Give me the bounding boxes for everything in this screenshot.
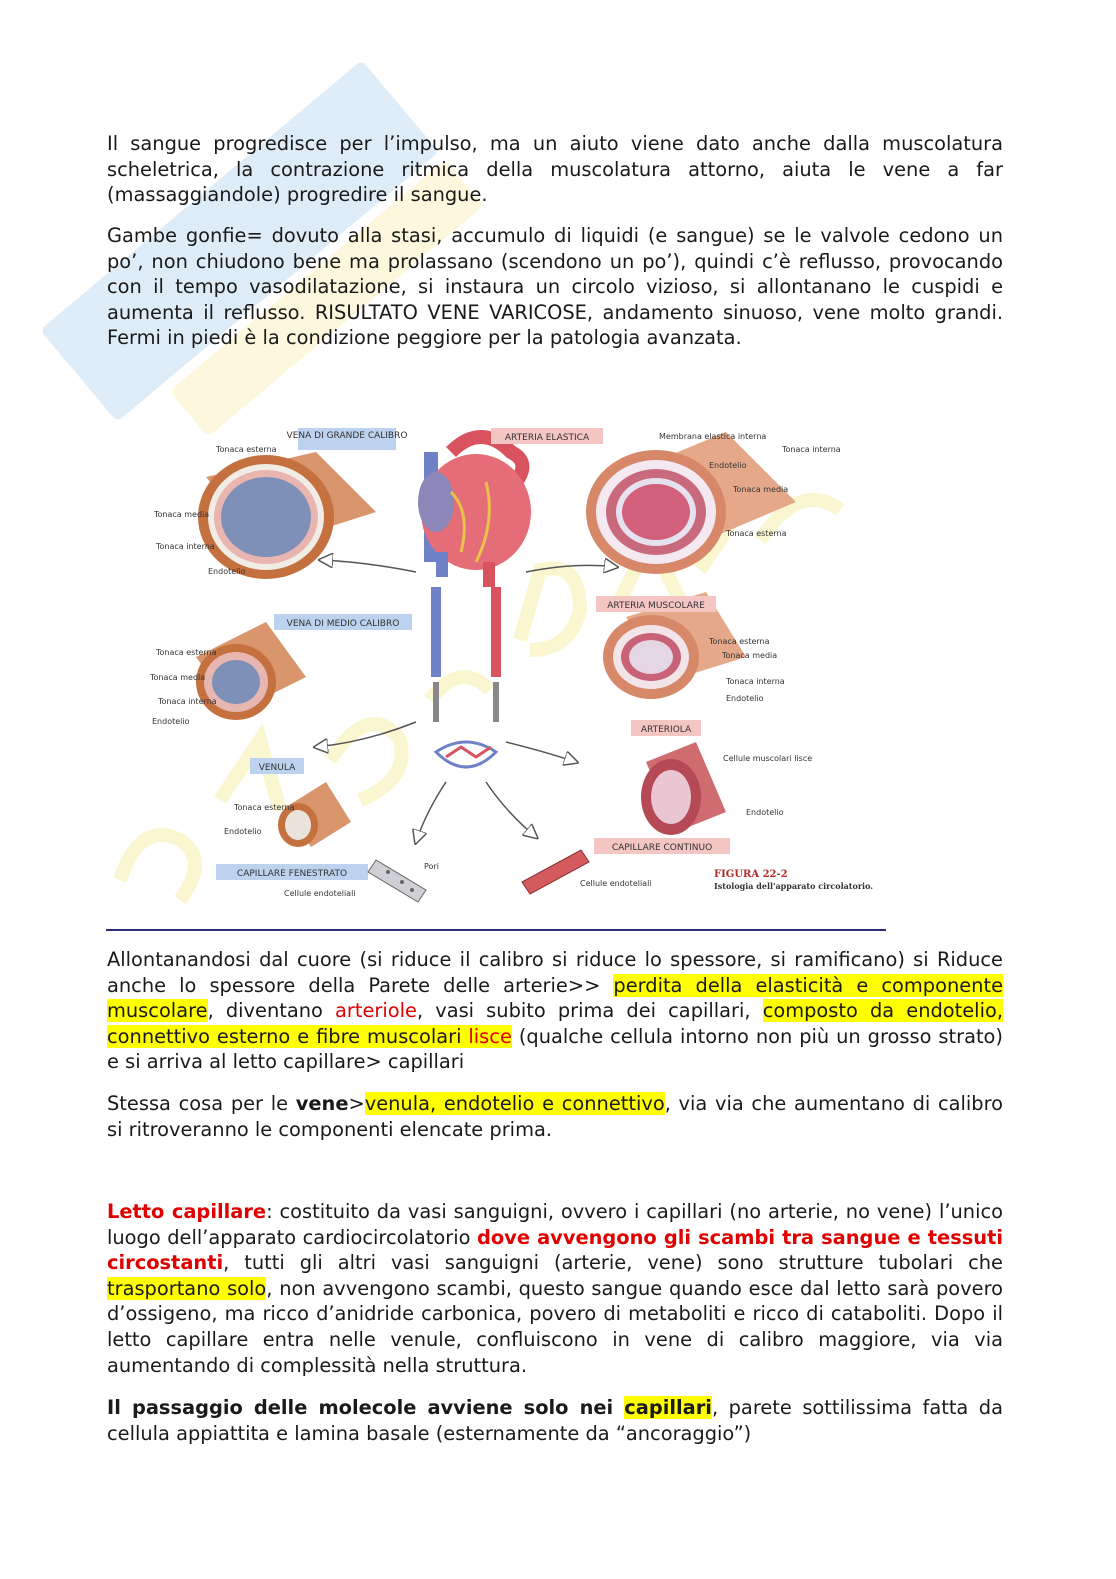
arrow-left-top [321, 560, 416, 572]
lbl-pori: Pori [424, 862, 439, 871]
divider-rule [106, 929, 886, 931]
arrow-arteriole [506, 742, 576, 762]
lbl-tonaca-esterna-1: Tonaca esterna [216, 445, 277, 454]
lbl-tonaca-interna-3: Tonaca interna [158, 697, 217, 706]
arrow-right-top [526, 565, 616, 572]
lbl-tonaca-esterna-3: Tonaca esterna [156, 648, 217, 657]
arteriole-illustration [641, 742, 726, 835]
large-vein-illustration [198, 452, 376, 579]
label-continuous-capillary: CAPILLARE CONTINUO [611, 843, 713, 853]
venule-illustration [278, 782, 351, 847]
lbl-endotelio-3: Endotelio [152, 717, 190, 726]
lbl-cellule-endoteliali-2: Cellule endoteliali [580, 879, 652, 888]
lbl-tonaca-media-4: Tonaca media [722, 651, 778, 660]
text: (qualche cellula intorno non più un grosso strato) e si arriva al letto capillare> capillari [107, 1024, 1003, 1074]
highlight-text: venula, endotelio e connettivo [364, 1092, 665, 1115]
lbl-endotelio-5: Endotelio [746, 808, 784, 817]
text: , via via che aumentano di calibro si ritroveranno le componenti elencate prima. [107, 1092, 1004, 1141]
text: Stessa cosa per le [107, 1092, 296, 1115]
lbl-tonaca-media-2: Tonaca media [733, 485, 789, 494]
label-arteriole: ARTERIOLA [640, 725, 692, 735]
bold-text: vene [295, 1092, 349, 1115]
label-venule: VENULA [258, 763, 296, 773]
text: Allontanandosi dal cuore (si riduce il calibro si riduce lo spessore, si ramificano) si Riduce anche lo spessore della Parete delle arterie>> [107, 948, 1003, 997]
central-vein [431, 587, 441, 677]
lbl-tonaca-media-1: Tonaca media [154, 510, 210, 519]
vessel-histology-figure [106, 412, 886, 934]
label-large-vein: VENA DI GRANDE CALIBRO [286, 431, 408, 441]
fenestrated-capillary-illustration [368, 860, 426, 902]
label-muscular-artery: ARTERIA MUSCOLARE [607, 601, 705, 611]
text: , vasi subito prima dei capillari, [416, 999, 763, 1023]
text: Gambe gonfie= dovuto alla stasi, accumulo di liquidi (e sangue) se le valvole cedono un po’, non chiudono bene ma prolassano (scendono un po’), quindi c’è reflusso, provocando con il tempo vasodilatazione, si instaura un circolo vizioso, si allontanano le cuspidi e aumenta il reflusso. RISULTATO VENE VARICOSE, andamento sinuoso, vene molto grandi. Fermi in piedi è la condizione peggiore per la patologia avanzata. [107, 224, 1003, 350]
continuous-capillary-illustration [522, 850, 589, 894]
lbl-tonaca-esterna-2: Tonaca esterna [726, 529, 787, 538]
text: , parete sottilissima fatta da cellula appiattita e lamina basale (esternamente da “ancoraggio”) [107, 1396, 1003, 1445]
text: , non avvengono scambi, questo sangue quando esce dal letto sarà povero d’ossigeno, ma ricco d’anidride carbonica, povero di metaboliti e ricco di cataboliti. Dopo il letto capillare entra nelle venule, confluiscono in vene di calibro maggiore, via via aumentando di complessità nella struttura. [107, 1276, 1003, 1377]
arrow-capillary-continuous [486, 782, 536, 837]
red-text: arteriole [335, 999, 417, 1023]
highlight-text: perdita della elasticità e componente muscolare [107, 973, 1003, 1023]
label-elastic-artery: ARTERIA ELASTICA [504, 433, 590, 443]
arrow-capillary-fenestrated [416, 782, 446, 842]
lbl-tonaca-interna-4: Tonaca interna [726, 677, 785, 686]
text: , diventano [207, 999, 335, 1023]
heart-illustration [418, 437, 531, 587]
paragraph-muscle-pump [107, 131, 1003, 208]
lbl-tonaca-esterna-5: Tonaca esterna [234, 803, 295, 812]
lbl-tonaca-interna-2: Tonaca interna [782, 445, 841, 454]
lbl-cellule-muscolari: Cellule muscolari lisce [723, 754, 813, 763]
lbl-tonaca-esterna-4: Tonaca esterna [709, 637, 770, 646]
arrow-venule [316, 722, 416, 747]
label-medium-vein: VENA DI MEDIO CALIBRO [286, 619, 400, 629]
text: , tutti gli altri vasi sanguigni (arterie, vene) sono strutture tubolari che [223, 1251, 1003, 1275]
lbl-tonaca-media-3: Tonaca media [150, 673, 206, 682]
section-heading: Letto capillare [107, 1200, 267, 1223]
highlight-text: composto da endotelio, connettivo esterno e fibre muscolari [107, 999, 1003, 1048]
central-artery [491, 587, 501, 677]
highlight-text: trasportano solo [107, 1276, 267, 1300]
bold-red-text: dove avvengono gli scambi tra sangue e tessuti circostanti [107, 1225, 1003, 1275]
bold-text: Il passaggio delle molecole avviene solo nei [107, 1396, 625, 1419]
text: : costituito da vasi sanguigni, ovvero i capillari (no arterie, no vene) l’unico luogo dell’apparato cardiocircolatorio [107, 1200, 1003, 1249]
bold-highlight-text: capillari [624, 1396, 712, 1419]
figure-caption-text: Istologia dell'apparato circolatorio. [714, 881, 874, 891]
paragraph-capillary-bed [107, 1199, 1003, 1378]
lbl-endotelio-6: Endotelio [224, 827, 262, 836]
highlight-red-text: lisce [468, 1024, 512, 1048]
paragraph-varicose-veins [107, 223, 1003, 351]
paragraph-molecule-passage [107, 1395, 1003, 1446]
elastic-artery-illustration [586, 432, 796, 574]
lbl-cellule-endoteliali-1: Cellule endoteliali [284, 889, 356, 898]
text: Il sangue progredisce per l’impulso, ma un aiuto viene dato anche dalla muscolatura scheletrica, la contrazione ritmica della muscolatura attorno, aiuta le vene a far (massaggiandole) progredire il sangue. [107, 132, 1003, 207]
figure-caption-title: FIGURA 22-2 [714, 869, 788, 880]
lbl-endotelio-4: Endotelio [726, 694, 764, 703]
paragraph-arteries [107, 947, 1003, 1075]
lbl-tonaca-interna-1: Tonaca interna [156, 542, 215, 551]
lbl-endotelio-1: Endotelio [208, 567, 246, 576]
capillary-bed-illustration [436, 742, 496, 767]
paragraph-veins [107, 1091, 1003, 1142]
lbl-membrana-elastica: Membrana elastica interna [659, 432, 767, 441]
text: > [348, 1092, 365, 1115]
label-fenestrated-capillary: CAPILLARE FENESTRATO [236, 869, 348, 879]
lbl-endotelio-2: Endotelio [709, 461, 747, 470]
